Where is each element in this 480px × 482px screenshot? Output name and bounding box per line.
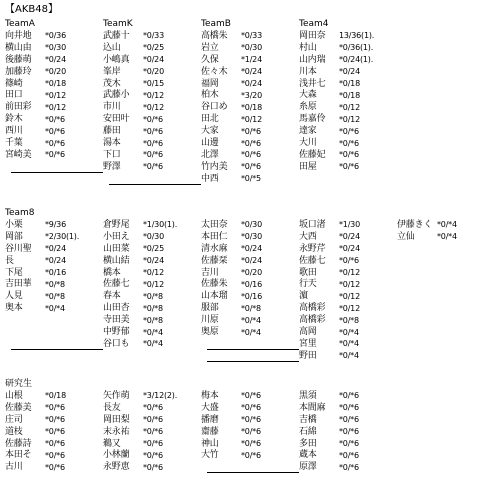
member-name: 寺田美 xyxy=(103,315,130,326)
member-score: *0/30 xyxy=(241,220,262,230)
member-score: *3/12(2). xyxy=(143,391,178,401)
member-score: *0/*6 xyxy=(339,391,359,401)
member-score: *0/*6 xyxy=(45,439,65,448)
member-name: 本間麻 xyxy=(299,402,326,413)
member-score: *0/*6 xyxy=(339,256,359,266)
member-score: *0/*4 xyxy=(45,303,65,313)
member-score: *0/18 xyxy=(339,90,360,100)
team-header: Team4 xyxy=(299,19,329,29)
member-name: 湯本 xyxy=(103,138,121,148)
member-name: 大家 xyxy=(201,126,219,137)
member-name: 中野郁 xyxy=(103,327,130,337)
member-name: 永野恵 xyxy=(103,462,130,473)
member-score: *0/*6 xyxy=(339,150,359,160)
member-name: 大西 xyxy=(299,231,317,242)
member-name: 古川 xyxy=(5,462,23,473)
member-name: 藤田 xyxy=(103,126,121,137)
member-name: 長友 xyxy=(103,402,121,413)
member-name: 前田彩 xyxy=(5,102,32,113)
member-score: *0/*4 xyxy=(143,327,163,337)
member-name: 矢作萌 xyxy=(103,390,130,401)
member-name: 奥本 xyxy=(5,303,23,314)
underline-rule xyxy=(207,361,299,362)
member-name: 歌田 xyxy=(299,267,317,278)
member-score: *0/*6 xyxy=(241,439,261,448)
member-name: 奥原 xyxy=(201,327,219,337)
member-name: 柏木 xyxy=(201,90,219,101)
member-score: *0/30 xyxy=(241,232,262,242)
member-score: *0/*6 xyxy=(45,427,65,437)
member-score: *0/16 xyxy=(241,291,262,301)
member-score: *0/25 xyxy=(143,244,164,254)
member-score: *0/*6 xyxy=(241,415,261,425)
member-score: *0/*4 xyxy=(241,315,261,325)
member-score: *0/*4 xyxy=(241,327,261,337)
member-name: 向井地 xyxy=(5,30,32,41)
member-score: *0/12 xyxy=(45,90,66,100)
member-score: *0/*6 xyxy=(143,403,163,413)
member-name: 岡田奈 xyxy=(299,30,326,41)
member-name: 服部 xyxy=(201,303,219,314)
member-score: *0/*6 xyxy=(45,114,65,124)
member-score: *0/*6 xyxy=(45,403,65,413)
member-name: 神山 xyxy=(201,438,219,449)
member-score: *0/24 xyxy=(241,244,262,254)
member-name: 道枝 xyxy=(5,426,23,437)
member-score: *0/*6 xyxy=(339,439,359,448)
member-name: 横山由 xyxy=(5,42,32,53)
member-score: *0/33 xyxy=(241,31,262,41)
underline-rule xyxy=(11,172,103,173)
member-score: *0/15 xyxy=(143,79,164,88)
member-name: 佐藤栞 xyxy=(201,255,228,266)
member-name: 浅井七 xyxy=(299,78,326,89)
member-score: *0/24 xyxy=(241,256,262,266)
member-name: 篠崎 xyxy=(5,78,23,89)
document-title: 【AKB48】 xyxy=(5,4,58,15)
member-name: 村山 xyxy=(299,42,317,53)
member-name: 原澤 xyxy=(299,462,317,473)
member-score: *0/*8 xyxy=(241,303,261,313)
member-name: 鵜又 xyxy=(103,438,121,449)
member-name: 佐藤詩 xyxy=(5,438,32,449)
member-score: *0/*6 xyxy=(45,150,65,160)
member-name: 佐藤美 xyxy=(5,402,32,413)
member-score: *0/24 xyxy=(45,244,66,254)
member-name: 山根 xyxy=(5,390,23,401)
member-score: *0/12 xyxy=(143,279,164,289)
member-score: *0/*8 xyxy=(339,315,359,325)
member-name: 山田菜 xyxy=(103,243,130,254)
member-name: 川本 xyxy=(299,66,317,77)
member-name: 山内瑞 xyxy=(299,54,326,65)
member-name: 北澤 xyxy=(201,149,219,160)
member-score: *2/30(1). xyxy=(45,232,80,242)
member-score: *0/18 xyxy=(45,79,66,88)
team-header: TeamB xyxy=(201,19,231,29)
member-score: *0/16 xyxy=(241,279,262,289)
member-score: *0/*6 xyxy=(339,427,359,437)
member-name: 齋藤 xyxy=(201,426,219,437)
member-name: 庄司 xyxy=(5,414,23,425)
member-score: *0/12 xyxy=(339,279,360,289)
member-name: 込山 xyxy=(103,42,121,53)
member-score: *0/*4 xyxy=(437,220,457,230)
member-score: *0/*6 xyxy=(143,450,163,460)
member-score: *0/18 xyxy=(45,391,66,401)
member-score: *0/*6 xyxy=(241,450,261,460)
member-score: *0/24 xyxy=(241,79,262,88)
member-name: 岩立 xyxy=(201,42,219,53)
member-score: *0/*6 xyxy=(143,162,163,172)
member-score: *0/12 xyxy=(45,102,66,112)
member-name: 高橋朱 xyxy=(201,30,228,41)
member-name: 高橋彩 xyxy=(299,315,326,326)
member-name: 大川 xyxy=(299,138,317,148)
underline-rule xyxy=(11,349,103,350)
member-score: *0/*6 xyxy=(339,415,359,425)
member-score: *0/*6 xyxy=(143,427,163,437)
member-score: *0/*6 xyxy=(143,150,163,160)
member-score: *0/*6 xyxy=(45,138,65,148)
member-name: 谷川聖 xyxy=(5,243,32,254)
team-header: TeamA xyxy=(5,19,35,29)
member-name: 濵 xyxy=(299,291,308,302)
member-score: *0/*6 xyxy=(241,403,261,413)
member-score: *0/12 xyxy=(143,268,164,277)
member-name: 田口 xyxy=(5,90,23,101)
member-name: 大盛 xyxy=(201,402,219,413)
member-score: *0/12 xyxy=(339,303,360,313)
member-name: 岡田梨 xyxy=(103,414,130,425)
member-score: *0/*4 xyxy=(339,327,359,337)
member-name: 市川 xyxy=(103,102,121,113)
member-score: *0/*6 xyxy=(339,162,359,172)
member-score: *0/20 xyxy=(143,67,164,77)
member-name: 山本瑠 xyxy=(201,291,228,302)
member-score: *0/*8 xyxy=(45,279,65,289)
team-header: Team8 xyxy=(5,208,35,218)
member-name: 糸原 xyxy=(299,102,317,113)
member-score: *0/24 xyxy=(339,67,360,77)
member-name: 佐々木 xyxy=(201,66,228,77)
team-header: TeamK xyxy=(103,19,133,29)
member-score: *0/12 xyxy=(339,114,360,124)
member-score: *0/*6 xyxy=(339,450,359,460)
member-name: 川原 xyxy=(201,315,219,326)
member-name: 小林蘭 xyxy=(103,450,130,461)
member-score: *9/36 xyxy=(45,220,66,230)
member-name: 茂木 xyxy=(103,78,121,89)
member-name: 山田杏 xyxy=(103,303,130,314)
member-name: 西川 xyxy=(5,126,23,137)
member-score: *0/24(1). xyxy=(339,55,374,65)
member-score: *0/*6 xyxy=(339,126,359,136)
member-score: *0/*6 xyxy=(45,450,65,460)
member-score: *0/12 xyxy=(241,114,262,124)
member-name: 吉橋 xyxy=(299,414,317,425)
member-name: 下口 xyxy=(103,149,121,160)
member-name: 本田そ xyxy=(5,450,32,461)
member-name: 岡部 xyxy=(5,231,23,242)
member-name: 谷口め xyxy=(201,102,228,113)
member-name: 吉田華 xyxy=(5,279,32,290)
member-name: 横山結 xyxy=(103,255,130,266)
member-name: 清水麻 xyxy=(201,243,228,254)
member-score: *0/25 xyxy=(143,43,164,53)
member-name: 福岡 xyxy=(201,78,219,89)
member-name: 千葉 xyxy=(5,138,23,148)
member-name: 太田奈 xyxy=(201,219,228,230)
member-score: *0/24 xyxy=(339,244,360,254)
member-score: *0/30 xyxy=(45,43,66,53)
member-score: *0/24 xyxy=(45,256,66,266)
member-name: 佐藤七 xyxy=(103,279,130,290)
member-name: 大竹 xyxy=(201,450,219,461)
member-name: 野澤 xyxy=(103,161,121,172)
member-name: 永野芹 xyxy=(299,243,326,254)
member-score: *0/24 xyxy=(339,232,360,242)
member-name: 後藤萌 xyxy=(5,54,32,65)
member-score: *0/*6 xyxy=(241,150,261,160)
member-name: 梅本 xyxy=(201,390,219,401)
member-name: 宮里 xyxy=(299,338,317,349)
member-name: 黒須 xyxy=(299,390,317,401)
member-score: *0/24 xyxy=(241,67,262,77)
member-score: *0/20 xyxy=(45,67,66,77)
member-name: 加藤玲 xyxy=(5,66,32,77)
member-name: 高岡 xyxy=(299,327,317,337)
member-score: *0/18 xyxy=(339,79,360,88)
member-score: *0/*4 xyxy=(437,232,457,242)
member-score: *0/12 xyxy=(339,102,360,112)
member-score: *0/*8 xyxy=(143,303,163,313)
member-name: 春本 xyxy=(103,291,121,302)
member-score: *0/*6 xyxy=(143,138,163,148)
underline-rule xyxy=(207,472,299,473)
member-score: *0/*6 xyxy=(241,126,261,136)
member-name: 達家 xyxy=(299,126,317,137)
member-name: 長 xyxy=(5,255,14,266)
member-score: *0/*8 xyxy=(45,291,65,301)
member-name: 吉川 xyxy=(201,267,219,278)
member-name: 末永祐 xyxy=(103,426,130,437)
member-score: *0/*8 xyxy=(143,291,163,301)
member-score: *0/*6 xyxy=(143,114,163,124)
member-name: 久保 xyxy=(201,54,219,65)
member-score: *0/20 xyxy=(241,268,262,277)
member-score: *0/*6 xyxy=(339,403,359,413)
member-name: 倉野尾 xyxy=(103,219,130,230)
member-score: *0/*4 xyxy=(143,339,163,349)
member-score: *0/*6 xyxy=(45,462,65,472)
member-name: 立仙 xyxy=(397,231,415,242)
member-score: *0/12 xyxy=(339,268,360,277)
underline-rule xyxy=(207,349,299,350)
member-name: 佐藤妃 xyxy=(299,149,326,160)
member-name: 武藤小 xyxy=(103,90,130,101)
member-score: *0/*6 xyxy=(143,462,163,472)
member-score: *0/*6 xyxy=(241,162,261,172)
underline-rule xyxy=(109,184,201,185)
member-name: 安田叶 xyxy=(103,114,130,125)
member-name: 小栗 xyxy=(5,219,23,230)
member-name: 下尾 xyxy=(5,267,23,278)
member-score: *0/12 xyxy=(143,102,164,112)
member-score: *0/*6 xyxy=(241,138,261,148)
member-name: 小田え xyxy=(103,231,130,242)
member-name: 行天 xyxy=(299,279,317,290)
member-score: *0/12 xyxy=(143,90,164,100)
member-name: 本田仁 xyxy=(201,231,228,242)
member-score: *0/*6 xyxy=(143,126,163,136)
member-name: 佐藤朱 xyxy=(201,279,228,290)
member-name: 高橋彩 xyxy=(299,303,326,314)
member-name: 野田 xyxy=(299,350,317,361)
member-name: 谷口も xyxy=(103,338,130,349)
member-score: *0/30 xyxy=(143,232,164,242)
member-name: 田北 xyxy=(201,114,219,125)
member-name: 鈴木 xyxy=(5,114,23,125)
member-name: 武藤十 xyxy=(103,30,130,41)
member-name: 大森 xyxy=(299,90,317,101)
member-score: *0/*6 xyxy=(339,462,359,472)
member-name: 田屋 xyxy=(299,161,317,172)
member-score: *0/*8 xyxy=(143,315,163,325)
member-score: *0/*6 xyxy=(339,138,359,148)
member-name: 坂口渚 xyxy=(299,219,326,230)
member-name: 播磨 xyxy=(201,414,219,425)
member-score: *1/30(1). xyxy=(143,220,178,230)
member-score: *3/20 xyxy=(241,90,262,100)
member-name: 馬嘉伶 xyxy=(299,114,326,125)
member-name: 多田 xyxy=(299,438,317,449)
team-header: 研究生 xyxy=(5,379,33,389)
member-name: 伊藤きく xyxy=(397,219,433,230)
member-score: *0/*6 xyxy=(143,415,163,425)
member-name: 石綿 xyxy=(299,426,317,437)
member-name: 峯岸 xyxy=(103,66,121,77)
member-name: 人見 xyxy=(5,291,23,302)
member-score: *0/36 xyxy=(45,31,66,41)
member-score: *0/*4 xyxy=(339,351,359,361)
member-score: *0/36(1). xyxy=(339,43,374,53)
member-name: 竹内美 xyxy=(201,161,228,172)
member-score: *0/12 xyxy=(339,291,360,301)
member-score: *0/33 xyxy=(143,31,164,41)
member-score: *0/*6 xyxy=(45,126,65,136)
member-score: *0/*4 xyxy=(339,339,359,349)
member-score: *0/18 xyxy=(241,102,262,112)
member-score: *0/16 xyxy=(45,268,66,277)
member-name: 佐藤七 xyxy=(299,255,326,266)
member-score: *0/24 xyxy=(45,55,66,65)
member-score: *0/*5 xyxy=(241,174,261,184)
member-name: 小嶋真 xyxy=(103,54,130,65)
member-name: 蔵本 xyxy=(299,450,317,461)
member-score: *0/24 xyxy=(143,256,164,266)
member-name: 山邊 xyxy=(201,138,219,148)
member-score: *0/*6 xyxy=(45,415,65,425)
member-name: 中西 xyxy=(201,173,219,184)
member-score: 13/36(1). xyxy=(339,31,375,41)
member-score: *0/30 xyxy=(241,43,262,53)
member-score: *1/30 xyxy=(339,220,360,230)
member-name: 橋本 xyxy=(103,267,121,278)
member-score: *0/*6 xyxy=(143,439,163,448)
member-score: *1/24 xyxy=(241,55,262,65)
member-score: *0/*6 xyxy=(241,391,261,401)
member-score: *0/*6 xyxy=(241,427,261,437)
member-name: 宮崎美 xyxy=(5,149,32,160)
member-score: *0/24 xyxy=(143,55,164,65)
